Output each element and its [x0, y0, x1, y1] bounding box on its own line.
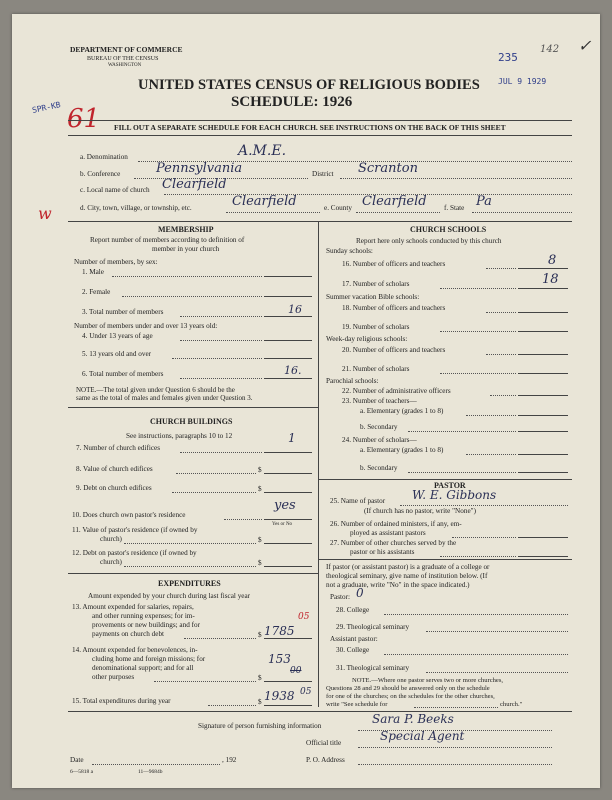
q11-dollar-sign: $	[258, 536, 262, 544]
q19-leader	[440, 331, 516, 332]
buildings-rule	[68, 573, 318, 574]
q16-answer-line	[518, 268, 568, 269]
q15-label: 15. Total expenditures during year	[72, 697, 171, 705]
expenditures-heading: EXPENDITURES	[158, 579, 221, 588]
q15-cents[interactable]: 05	[300, 687, 312, 697]
denomination-value[interactable]: A.M.E.	[238, 143, 287, 159]
q1-male-label: 1. Male	[82, 268, 104, 276]
q10-label: 10. Does church own pastor's residence	[72, 511, 186, 519]
q12-dollar-sign: $	[258, 559, 262, 567]
conference-value[interactable]: Pennsylvania	[156, 161, 243, 176]
q7-leader	[180, 452, 262, 453]
q21-leader	[440, 373, 516, 374]
q5-over13-label: 5. 13 years old and over	[82, 350, 152, 358]
q18-answer-line	[518, 312, 568, 313]
q6-answer-line	[264, 378, 312, 379]
state-value[interactable]: Pa	[476, 194, 492, 209]
q7-label: 7. Number of church edifices	[76, 444, 161, 452]
membership-note-2: same as the total of males and females given under Question 3.	[76, 394, 253, 402]
q14-label-2: cluding home and foreign missions; for	[92, 655, 206, 663]
blue-stamp: SPR-KB	[31, 100, 62, 115]
q18-leader	[486, 312, 516, 313]
q11-label-1: 11. Value of pastor's residence (if owned by	[72, 526, 198, 534]
q7-answer-line	[264, 452, 312, 453]
date-stamp: JUL 9 1929	[498, 77, 547, 86]
q15-leader	[208, 705, 256, 706]
buildings-subheading: See instructions, paragraphs 10 to 12	[126, 432, 233, 440]
buildings-heading: CHURCH BUILDINGS	[150, 417, 233, 426]
q17-value[interactable]: 18	[542, 272, 559, 287]
graduate-note-2: theological seminary, give name of institution below. (If	[326, 572, 488, 580]
bureau-label: BUREAU OF THE CENSUS	[87, 56, 159, 62]
q29-label: 29. Theological seminary	[336, 623, 410, 631]
weekday-schools-label: Week-day religious schools:	[326, 335, 408, 343]
q8-dollar-sign: $	[258, 466, 262, 474]
q29-field-line	[426, 631, 568, 632]
q4-answer-line	[264, 340, 312, 341]
pastor-graduate-value[interactable]: 0	[356, 586, 364, 600]
q15-answer-line	[264, 705, 312, 706]
column-divider	[318, 221, 319, 707]
q22-label: 22. Number of administrative officers	[342, 387, 451, 395]
form-subtitle: SCHEDULE: 1926	[231, 94, 353, 110]
q10-value[interactable]: yes	[274, 498, 296, 513]
q18-label: 18. Number of officers and teachers	[342, 304, 446, 312]
q17-leader	[440, 288, 516, 289]
q6-total-label: 6. Total number of members	[82, 370, 164, 378]
department-label: DEPARTMENT OF COMMERCE	[70, 45, 183, 54]
q1-leader	[112, 276, 262, 277]
sunday-schools-label: Sunday schools:	[326, 247, 373, 255]
q9-answer-line	[264, 492, 312, 493]
q16-label: 16. Number of officers and teachers	[342, 260, 446, 268]
membership-intro-1: Report number of members according to definition of	[90, 236, 245, 244]
q11-answer-line	[264, 543, 312, 544]
q24-label: 24. Number of scholars—	[342, 436, 417, 444]
graduate-note-3: not a graduate, write "No" in the space indicated.)	[326, 581, 470, 589]
city-label: WASHINGTON	[108, 63, 142, 68]
q13-label-3: provements or new buildings; and for	[92, 621, 200, 629]
county-value[interactable]: Clearfield	[362, 194, 427, 209]
schools-heading: CHURCH SCHOOLS	[410, 225, 487, 234]
q13-cents[interactable]: 05	[298, 612, 310, 622]
q25-hint: (If church has no pastor, write "None")	[364, 507, 476, 515]
q12-label-2: church)	[100, 558, 122, 566]
q13-label-4: payments on church debt	[92, 630, 165, 638]
q22-leader	[490, 395, 516, 396]
q16-value[interactable]: 8	[548, 253, 557, 268]
q23-elementary-label: a. Elementary (grades 1 to 8)	[360, 407, 444, 415]
q14-label-1: 14. Amount expended for benevolences, in-	[72, 646, 198, 654]
q19-answer-line	[518, 331, 568, 332]
q27-leader	[440, 556, 516, 557]
q8-leader	[176, 473, 256, 474]
q27-answer-line	[518, 556, 568, 557]
conference-label: b. Conference	[80, 170, 121, 178]
q14-value[interactable]: 153	[268, 652, 291, 666]
q20-label: 20. Number of officers and teachers	[342, 346, 446, 354]
q17-answer-line	[518, 288, 568, 289]
membership-intro-2: member in your church	[152, 245, 220, 253]
check-mark: ✓	[578, 36, 592, 55]
pastor-note-blank	[414, 707, 498, 708]
q23-secondary-leader	[408, 431, 516, 432]
q14-answer-line	[264, 681, 312, 682]
pastor-sublabel: Pastor:	[330, 593, 350, 601]
district-label: District	[312, 170, 334, 178]
city-value[interactable]: Clearfield	[232, 194, 297, 209]
district-value[interactable]: Scranton	[358, 161, 418, 176]
q26-leader	[452, 537, 516, 538]
vacation-schools-label: Summer vacation Bible schools:	[326, 293, 420, 301]
q23-secondary-answer-line	[518, 431, 568, 432]
pastor-note-4: write "See schedule for	[326, 701, 388, 708]
pastor-note-2: Questions 28 and 29 should be answered only on the schedule	[326, 685, 490, 692]
q15-dollar-sign: $	[258, 698, 262, 706]
corner-note: 142	[540, 44, 560, 55]
q3-total-label: 3. Total number of members	[82, 308, 164, 316]
q11-leader	[124, 543, 256, 544]
q24-secondary-leader	[408, 472, 516, 473]
q24-elementary-leader	[466, 454, 516, 455]
q13-label-2: and other running expenses; for im-	[92, 612, 195, 620]
q12-leader	[124, 566, 256, 567]
q24-secondary-label: b. Secondary	[360, 464, 398, 472]
q10-hint: Yes or No	[272, 522, 293, 527]
q8-answer-line	[264, 473, 312, 474]
q23-label: 23. Number of teachers—	[342, 397, 417, 405]
q14-label-3: denominational support; and for all	[92, 664, 194, 672]
q19-label: 19. Number of scholars	[342, 323, 410, 331]
q31-label: 31. Theological seminary	[336, 664, 410, 672]
q13-value[interactable]: 1785	[264, 624, 295, 638]
county-label: e. County	[324, 204, 352, 212]
q8-label: 8. Value of church edifices	[76, 465, 153, 473]
form-code-2: 11—9684b	[138, 769, 163, 775]
q21-answer-line	[518, 373, 568, 374]
official-title-value[interactable]: Special Agent	[380, 729, 465, 743]
q14-leader	[154, 681, 256, 682]
q27-label-1: 27. Number of other churches served by the	[330, 539, 457, 547]
header-rule	[68, 120, 572, 121]
q10-answer-line	[264, 519, 312, 520]
q26-label-2: ployed as assistant pastors	[350, 529, 426, 537]
membership-note-1: NOTE.—The total given under Question 6 should be the	[76, 386, 235, 394]
church-name-value[interactable]: Clearfield	[162, 177, 227, 192]
membership-rule	[68, 407, 318, 408]
section-rule	[68, 221, 572, 222]
signature-label: Signature of person furnishing information	[198, 722, 322, 730]
county-field-line	[356, 212, 440, 213]
q10-leader	[224, 519, 262, 520]
q13-label-1: 13. Amount expended for salaries, repairs,	[72, 603, 194, 611]
q20-answer-line	[518, 354, 568, 355]
pastor-rule	[318, 559, 572, 560]
assistant-pastor-label: Assistant pastor:	[330, 635, 378, 643]
parochial-schools-label: Parochial schools:	[326, 377, 379, 385]
q3-total-value[interactable]: 16	[288, 303, 302, 316]
pastor-note-5: church."	[500, 701, 523, 708]
q30-label: 30. College	[336, 646, 370, 654]
form-code: 6—5818 a	[70, 769, 94, 775]
pastor-heading: PASTOR	[434, 481, 466, 490]
q24-elementary-label: a. Elementary (grades 1 to 8)	[360, 446, 444, 454]
q6-total-value[interactable]: 16.	[284, 364, 302, 377]
q4-under13-label: 4. Under 13 years of age	[82, 332, 153, 340]
date-label: Date	[70, 756, 84, 764]
q13-dollar-sign: $	[258, 631, 262, 639]
red-number: 61	[67, 104, 101, 134]
q7-value[interactable]: 1	[288, 431, 296, 445]
q11-label-2: church)	[100, 535, 122, 543]
q9-label: 9. Debt on church edifices	[76, 484, 152, 492]
state-field-line	[472, 212, 572, 213]
red-mark: w	[38, 204, 52, 223]
q15-value[interactable]: 1938	[264, 689, 295, 703]
q3-leader	[180, 316, 262, 317]
q17-label: 17. Number of scholars	[342, 280, 410, 288]
church-name-label: c. Local name of church	[80, 186, 150, 194]
q25-pastor-name[interactable]: W. E. Gibbons	[412, 488, 497, 502]
pastor-note-1: NOTE.—Where one pastor serves two or more churches,	[352, 677, 504, 684]
q4-leader	[180, 340, 262, 341]
form-title: UNITED STATES CENSUS OF RELIGIOUS BODIES	[138, 77, 480, 93]
q25-field-line	[400, 505, 568, 506]
q31-field-line	[426, 672, 568, 673]
q12-answer-line	[264, 566, 312, 567]
instruction-rule	[68, 135, 572, 136]
graduate-note-1: If pastor (or assistant pastor) is a graduate of a college or	[326, 563, 490, 571]
q14-dollar-sign: $	[258, 674, 262, 682]
q22-answer-line	[518, 395, 568, 396]
q24-secondary-answer-line	[518, 472, 568, 473]
q5-answer-line	[264, 358, 312, 359]
official-title-label: Official title	[306, 739, 342, 747]
q1-answer-line	[264, 276, 312, 277]
q28-label: 28. College	[336, 606, 370, 614]
q27-label-2: pastor or his assistants	[350, 548, 415, 556]
number-stamp: 235	[498, 51, 518, 64]
q9-dollar-sign: $	[258, 485, 262, 493]
q13-answer-line	[264, 638, 312, 639]
q28-field-line	[384, 614, 568, 615]
district-field-line	[340, 178, 572, 179]
q13-leader	[184, 638, 256, 639]
census-schedule-sheet	[12, 14, 600, 788]
q20-leader	[486, 354, 516, 355]
q2-leader	[122, 296, 262, 297]
po-address-label: P. O. Address	[306, 756, 345, 764]
date-field-line	[92, 764, 220, 765]
year-label: , 192	[222, 756, 237, 764]
q14-cents[interactable]: 00	[290, 666, 302, 676]
q12-label-1: 12. Debt on pastor's residence (if owned by	[72, 549, 197, 557]
q6-leader	[180, 378, 262, 379]
q25-label: 25. Name of pastor	[330, 497, 386, 505]
q30-field-line	[384, 654, 568, 655]
signature-value[interactable]: Sara P. Beeks	[372, 712, 454, 726]
denomination-label: a. Denomination	[80, 153, 128, 161]
q16-leader	[486, 268, 516, 269]
members-by-age-label: Number of members under and over 13 years old:	[74, 322, 218, 330]
q3-answer-line	[264, 316, 312, 317]
state-label: f. State	[444, 204, 465, 212]
q21-label: 21. Number of scholars	[342, 365, 410, 373]
instruction-line: FILL OUT A SEPARATE SCHEDULE FOR EACH CHURCH. SEE INSTRUCTIONS ON THE BACK OF THIS SHEET	[114, 123, 506, 132]
po-address-field-line	[358, 764, 552, 765]
membership-heading: MEMBERSHIP	[158, 225, 214, 234]
official-title-field-line	[358, 747, 552, 748]
q2-answer-line	[264, 296, 312, 297]
footer-rule	[68, 711, 572, 712]
city-field-line	[226, 212, 320, 213]
q23-secondary-label: b. Secondary	[360, 423, 398, 431]
q5-leader	[172, 358, 262, 359]
q23-elementary-answer-line	[518, 415, 568, 416]
q24-elementary-answer-line	[518, 454, 568, 455]
q2-female-label: 2. Female	[82, 288, 111, 296]
city-label: d. City, town, village, or township, etc.	[80, 204, 192, 212]
q9-leader	[172, 492, 256, 493]
q23-elementary-leader	[466, 415, 516, 416]
pastor-note-3: for one of the churches; on the schedules for the other churches,	[326, 693, 495, 700]
q26-answer-line	[518, 537, 568, 538]
q14-label-4: other purposes	[92, 673, 135, 681]
members-by-sex-label: Number of members, by sex:	[74, 258, 158, 266]
schools-intro: Report here only schools conducted by this church	[356, 237, 502, 245]
expenditures-subheading: Amount expended by your church during last fiscal year	[88, 592, 251, 600]
q26-label-1: 26. Number of ordained ministers, if any, em-	[330, 520, 462, 528]
schools-rule	[318, 479, 572, 480]
